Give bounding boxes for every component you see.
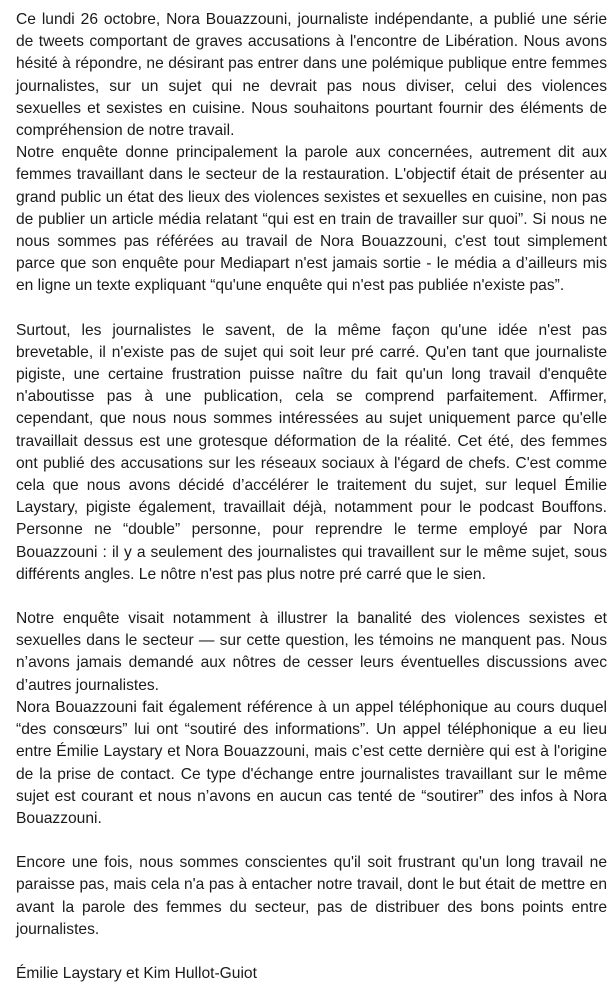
- paragraph-gap: [16, 941, 607, 963]
- paragraph-gap: [16, 586, 607, 608]
- paragraph-pre-carre: Surtout, les journalistes le savent, de la même façon qu'une idée n'est pas brevetable, il n'existe pas de sujet qui soit leur pré carré. Qu'en tant que journaliste pigiste, une certaine frustration puisse naître du fait qu'un long travail d'enquête n'aboutisse pas à une publication, cela se comprend parfaitement. Affirmer, cependant, que nous nous sommes intéressées au sujet uniquement parce qu'elle travaillait dessus est une grotesque déformation de la réalité. Cet été, des femmes ont publié des accusations sur les réseaux sociaux à l'égard de chefs. C'est comme cela que nous avons décidé d’accélérer le traitement du sujet, sur lequel Émilie Laystary, pigiste également, travaillait déjà, notamment pour le podcast Bouffons. Personne ne “double” personne, pour reprendre le terme employé par Nora Bouazzouni : il y a seulement des journalistes qui travaillent sur le même sujet, sous différents angles. Le nôtre n'est pas plus notre pré carré que le sien.: [16, 321, 607, 583]
- paragraph-intro: Ce lundi 26 octobre, Nora Bouazzouni, journaliste indépendante, a publié une série de tweets comportant de graves accusations à l'encontre de Libération. Nous avons hésité à répondre, ne désirant pas entrer dans une polémique publique entre femmes journalistes, sur un sujet qui ne devrait pas nous diviser, celui des violences sexuelles et sexistes en cuisine. Nous souhaitons pourtant fournir des éléments de compréhension de notre travail.: [16, 11, 607, 140]
- paragraph-gap: [16, 830, 607, 852]
- paragraph-investigation: Notre enquête donne principalement la parole aux concernées, autrement dit aux femmes travaillant dans le secteur de la restauration. L'objectif était de présenter au grand public un état des lieux des violences sexistes et sexuelles en cuisine, non pas de publier un article média relatant “qui est en train de travailler sur quoi”. Si nous ne nous sommes pas référées au travail de Nora Bouazzouni, c'est tout simplement parce que son enquête pour Mediapart n'est jamais sortie - le média a d’ailleurs mis en ligne un texte expliquant “qu'une enquête qui n'est pas publiée n'existe pas”.: [16, 144, 607, 295]
- paragraph-phone-call: Nora Bouazzouni fait également référence à un appel téléphonique au cours duquel “des consœurs” lui ont “soutiré des informations”. Un appel téléphonique a eu lieu entre Émilie Laystary et Nora Bouazzouni, mais c’est cette dernière qui est à l'origine de la prise de contact. Ce type d'échange entre journalistes travaillant sur le même sujet est courant et nous n’avons en aucun cas tenté de “soutirer” des infos à Nora Bouazzouni.: [16, 698, 607, 827]
- paragraph-conclusion: Encore une fois, nous sommes conscientes qu'il soit frustrant qu'un long travail ne paraisse pas, mais cela n'a pas à entacher notre travail, dont le but était de mettre en avant la parole des femmes du secteur, pas de distribuer des bons points entre journalistes.: [16, 854, 607, 938]
- signature: Émilie Laystary et Kim Hullot-Guiot: [16, 964, 257, 982]
- paragraph-witnesses: Notre enquête visait notamment à illustrer la banalité des violences sexistes et sexuelles dans le secteur — sur cette question, les témoins ne manquent pas. Nous n’avons jamais demandé aux nôtres de cesser leurs éventuelles discussions avec d’autres journalistes.: [16, 610, 607, 694]
- paragraph-gap: [16, 298, 607, 320]
